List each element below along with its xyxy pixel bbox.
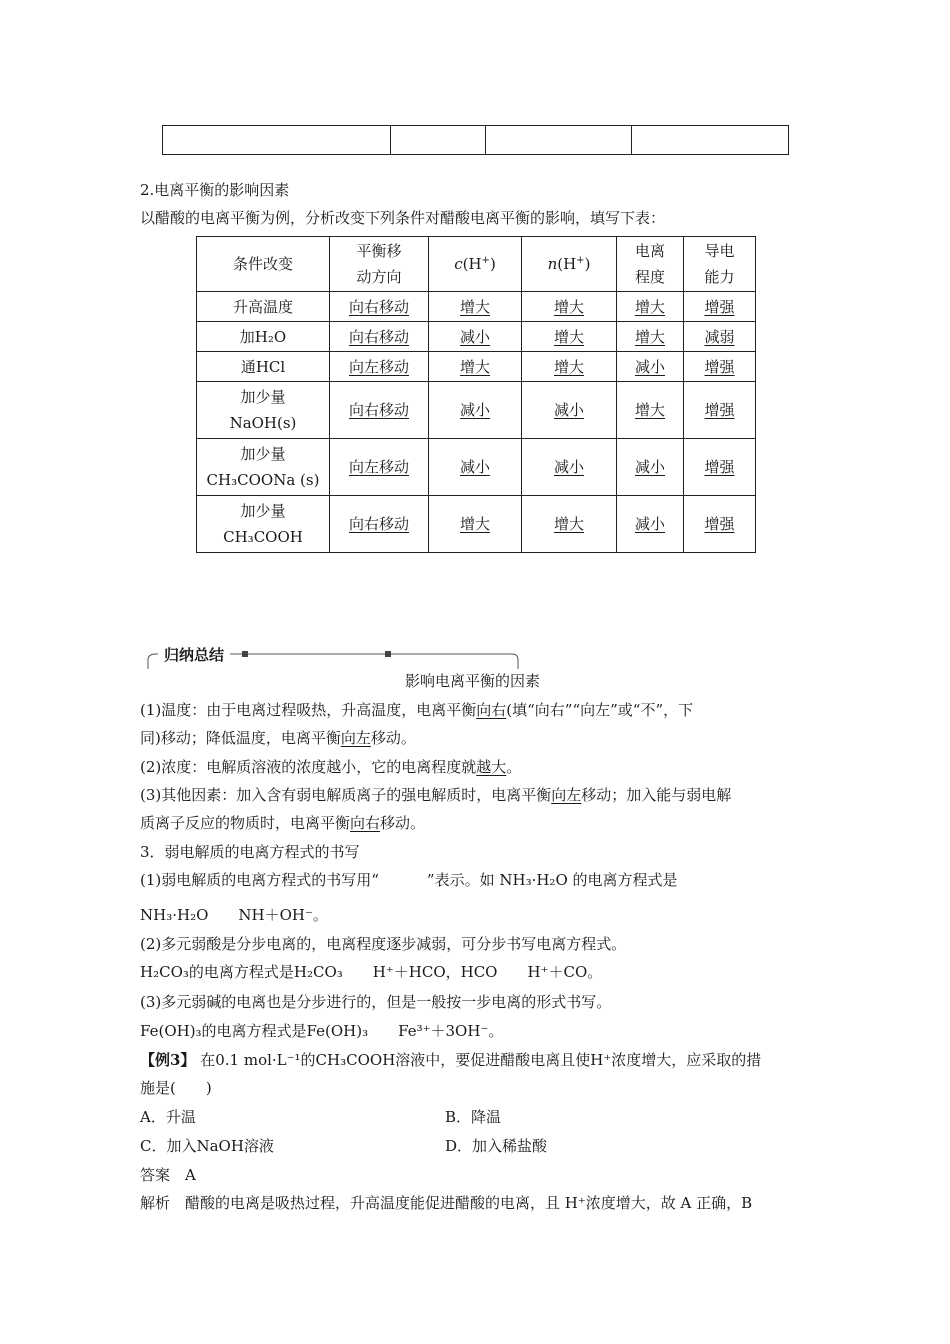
header-conductivity: 导电 能力	[684, 237, 756, 292]
header-direction: 平衡移 动方向	[330, 237, 429, 292]
summary-heading: 影响电离平衡的因素	[405, 672, 541, 690]
cell-degree: 增大	[617, 292, 684, 322]
cell-degree: 增大	[617, 382, 684, 439]
header-c-h: c(H+)	[429, 237, 522, 292]
cell-n-h: 减小	[522, 382, 617, 439]
section-intro: 以醋酸的电离平衡为例，分析改变下列条件对醋酸电离平衡的影响，填写下表：	[140, 209, 666, 227]
cell-n-h: 减小	[522, 439, 617, 496]
cell-condition: 加少量 CH₃COONa (s)	[197, 439, 330, 496]
cell-conductivity: 增强	[684, 439, 756, 496]
table-row	[163, 126, 789, 155]
cell-condition: 加少量 NaOH(s)	[197, 382, 330, 439]
cell-condition: 加少量 CH₃COOH	[197, 496, 330, 553]
section3-line3: (2)多元弱酸是分步电离的，电离程度逐步减弱，可分步书写电离方程式。	[140, 935, 627, 953]
cell-degree: 减小	[617, 352, 684, 382]
section3-line5: (3)多元弱碱的电离也是分步进行的，但是一般按一步电离的形式书写。	[140, 993, 612, 1011]
cell-n-h: 增大	[522, 292, 617, 322]
header-n-h: n(H+)	[522, 237, 617, 292]
summary-label: 归纳总结	[158, 644, 230, 665]
table-row	[197, 322, 756, 352]
cell-n-h: 增大	[522, 352, 617, 382]
table-cell	[391, 126, 486, 155]
answer: 答案 A	[140, 1166, 196, 1184]
cell-n-h: 增大	[522, 496, 617, 553]
cell-c-h: 减小	[429, 439, 522, 496]
header-condition: 条件改变	[197, 237, 330, 292]
cell-direction: 向左移动	[330, 352, 429, 382]
cell-degree: 减小	[617, 439, 684, 496]
table-cell	[632, 126, 789, 155]
option-c: C．加入NaOH溶液	[140, 1137, 274, 1155]
table-header-row	[197, 237, 756, 292]
option-d: D．加入稀盐酸	[445, 1137, 548, 1155]
option-a: A．升温	[140, 1108, 196, 1126]
summary-p3-line1: (3)其他因素：加入含有弱电解质离子的强电解质时，电离平衡向左移动；加入能与弱电解	[140, 786, 732, 804]
summary-p1-line2: 同)移动；降低温度，电离平衡向左移动。	[140, 729, 416, 747]
cell-c-h: 减小	[429, 322, 522, 352]
section-title: 2.电离平衡的影响因素	[140, 181, 290, 199]
cell-conductivity: 增强	[684, 496, 756, 553]
top-table-fragment	[162, 125, 789, 155]
header-degree: 电离 程度	[617, 237, 684, 292]
section3-line4: H₂CO₃的电离方程式是H₂CO₃ H⁺＋HCO，HCO H⁺＋CO。	[140, 963, 603, 981]
summary-p3-line2: 质离子反应的物质时，电离平衡向右移动。	[140, 814, 426, 832]
cell-c-h: 增大	[429, 292, 522, 322]
summary-p2: (2)浓度：电解质溶液的浓度越小，它的电离程度就越大。	[140, 758, 522, 776]
table-row	[197, 352, 756, 382]
table-cell	[163, 126, 391, 155]
cell-n-h: 增大	[522, 322, 617, 352]
cell-direction: 向左移动	[330, 439, 429, 496]
table-row	[197, 439, 756, 496]
example-question-line1: 【例3】 在0.1 mol·L⁻¹的CH₃COOH溶液中，要促进醋酸电离且使H⁺浓度增大，应采取的措	[140, 1051, 762, 1069]
cell-condition: 升高温度	[197, 292, 330, 322]
cell-conductivity: 增强	[684, 382, 756, 439]
cell-direction: 向右移动	[330, 292, 429, 322]
cell-direction: 向右移动	[330, 382, 429, 439]
cell-degree: 减小	[617, 496, 684, 553]
table-row	[197, 382, 756, 439]
cell-conductivity: 增强	[684, 292, 756, 322]
cell-conductivity: 增强	[684, 352, 756, 382]
cell-condition: 通HCl	[197, 352, 330, 382]
table-row	[197, 496, 756, 553]
cell-direction: 向右移动	[330, 322, 429, 352]
cell-degree: 增大	[617, 322, 684, 352]
example-question-line2: 施是( )	[140, 1079, 212, 1097]
cell-conductivity: 减弱	[684, 322, 756, 352]
section3-line1: (1)弱电解质的电离方程式的书写用“ ”表示。如 NH₃·H₂O 的电离方程式是	[140, 871, 678, 889]
cell-c-h: 减小	[429, 382, 522, 439]
cell-condition: 加H₂O	[197, 322, 330, 352]
section3-line2: NH₃·H₂O NH＋OH⁻。	[140, 906, 328, 924]
table-cell	[486, 126, 632, 155]
table-row	[197, 292, 756, 322]
cell-c-h: 增大	[429, 352, 522, 382]
cell-c-h: 增大	[429, 496, 522, 553]
section3-line6: Fe(OH)₃的电离方程式是Fe(OH)₃ Fe³⁺＋3OH⁻。	[140, 1022, 504, 1040]
analysis: 解析 醋酸的电离是吸热过程，升高温度能促进醋酸的电离，且 H⁺浓度增大，故 A 正确，B	[140, 1194, 753, 1212]
summary-p1-line1: (1)温度：由于电离过程吸热，升高温度，电离平衡向右(填“向右”“向左”或“不”，下	[140, 701, 694, 719]
section3-title: 3．弱电解质的电离方程式的书写	[140, 843, 360, 861]
ionization-table	[196, 236, 756, 553]
cell-direction: 向右移动	[330, 496, 429, 553]
option-b: B．降温	[445, 1108, 502, 1126]
